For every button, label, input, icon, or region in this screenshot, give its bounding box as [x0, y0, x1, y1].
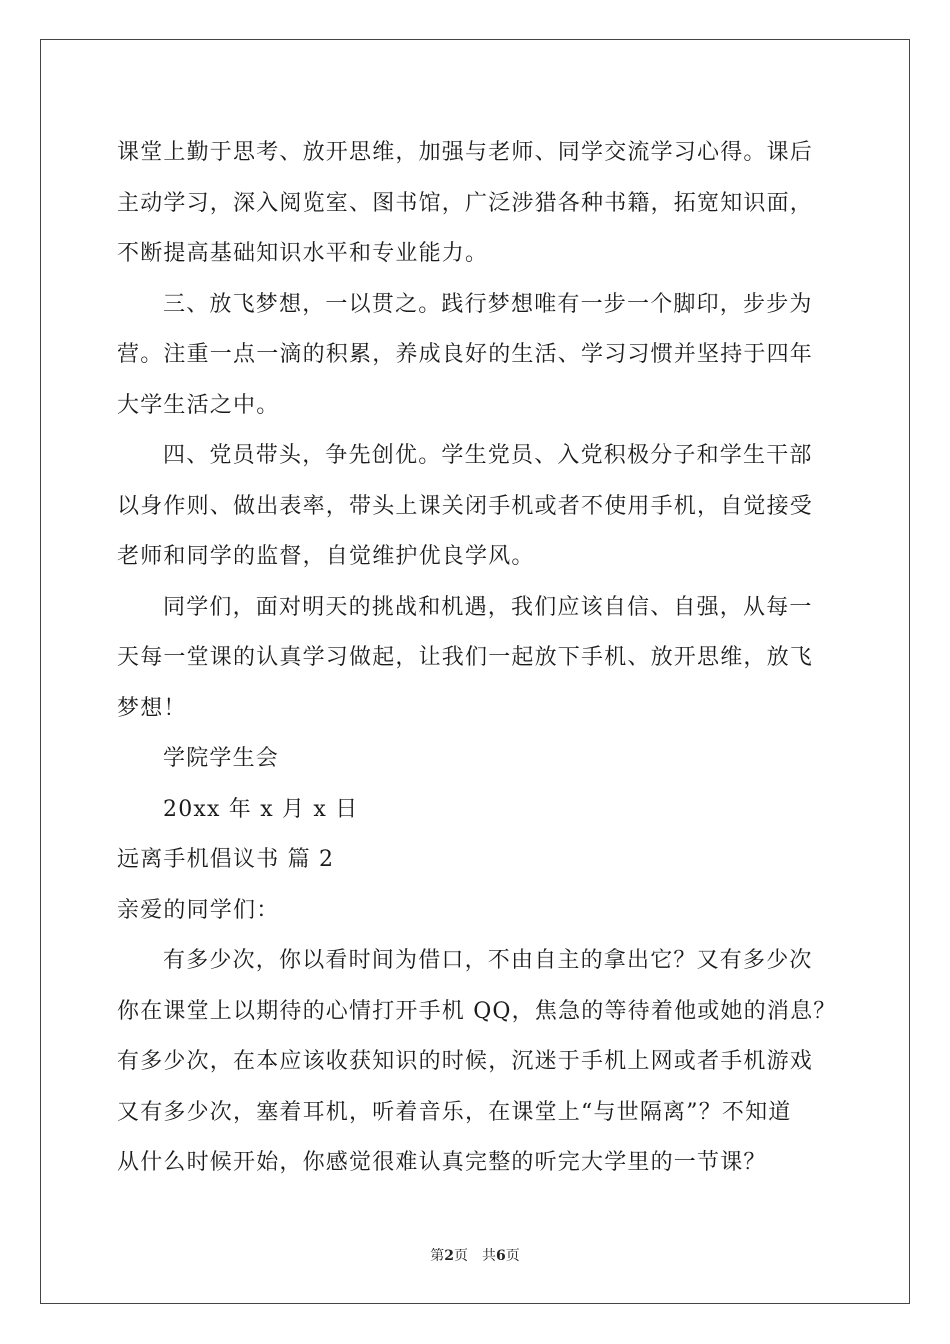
paragraph-party-members: [117, 431, 837, 583]
paragraph-how-many-times: [117, 936, 837, 1189]
text-line: 从什么时候开始，你感觉很难认真完整的听完大学里的一节课？: [117, 1150, 767, 1175]
paragraph-study-habits: [117, 128, 837, 280]
text-line: 主动学习，深入阅览室、图书馆，广泛涉猎各种书籍，拓宽知识面，: [117, 190, 814, 216]
date: 20xx 年 x 月 x 日: [163, 796, 359, 822]
text-line: 天每一堂课的认真学习做起，让我们一起放下手机、放开思维，放飞: [117, 645, 814, 670]
page-total: 6: [496, 1248, 506, 1264]
text-line: 有多少次，你以看时间为借口，不由自主的拿出它？又有多少次: [163, 948, 813, 973]
text-line: 以身作则、做出表率，带头上课关闭手机或者不使用手机，自觉接受: [117, 493, 814, 519]
text-line: 有多少次，在本应该收获知识的时候，沉迷于手机上网或者手机游戏: [117, 1049, 814, 1074]
text-line: 课堂上勤于思考、放开思维，加强与老师、同学交流学习心得。课后: [117, 140, 814, 165]
page-number-footer: [0, 1245, 950, 1265]
salutation: 亲爱的同学们：: [117, 897, 280, 923]
text-line: 大学生活之中。: [117, 392, 280, 418]
page-mid: 页 共: [454, 1248, 496, 1264]
section-title: 远离手机倡议书 篇 2: [117, 847, 335, 872]
text-line: 营。注重一点一滴的积累，养成良好的生活、学习习惯并坚持于四年: [117, 342, 814, 367]
text-line: 梦想！: [117, 695, 187, 721]
text-line: 不断提高基础知识水平和专业能力。: [117, 241, 489, 266]
text-line: 同学们，面对明天的挑战和机遇，我们应该自信、自强，从每一: [163, 594, 813, 620]
text-line: 三、放飞梦想，一以贯之。践行梦想唯有一步一个脚印，步步为: [163, 291, 813, 317]
text-line: 你在课堂上以期待的心情打开手机 QQ，焦急的等待着他或她的消息？: [117, 998, 837, 1024]
signature: 学院学生会: [163, 746, 280, 771]
paragraph-closing-call: [117, 583, 837, 735]
text-line: 老师和同学的监督，自觉维护优良学风。: [117, 544, 535, 569]
paragraph-dreams: [117, 280, 837, 432]
text-line: 又有多少次，塞着耳机，听着音乐，在课堂上“与世隔离”？不知道: [117, 1099, 792, 1125]
text-line: 四、党员带头，争先创优。学生党员、入党积极分子和学生干部: [163, 443, 813, 468]
page-suffix: 页: [505, 1248, 520, 1264]
page-current: 2: [444, 1248, 454, 1264]
document-body: [117, 128, 837, 1189]
page-prefix: 第: [430, 1248, 445, 1264]
